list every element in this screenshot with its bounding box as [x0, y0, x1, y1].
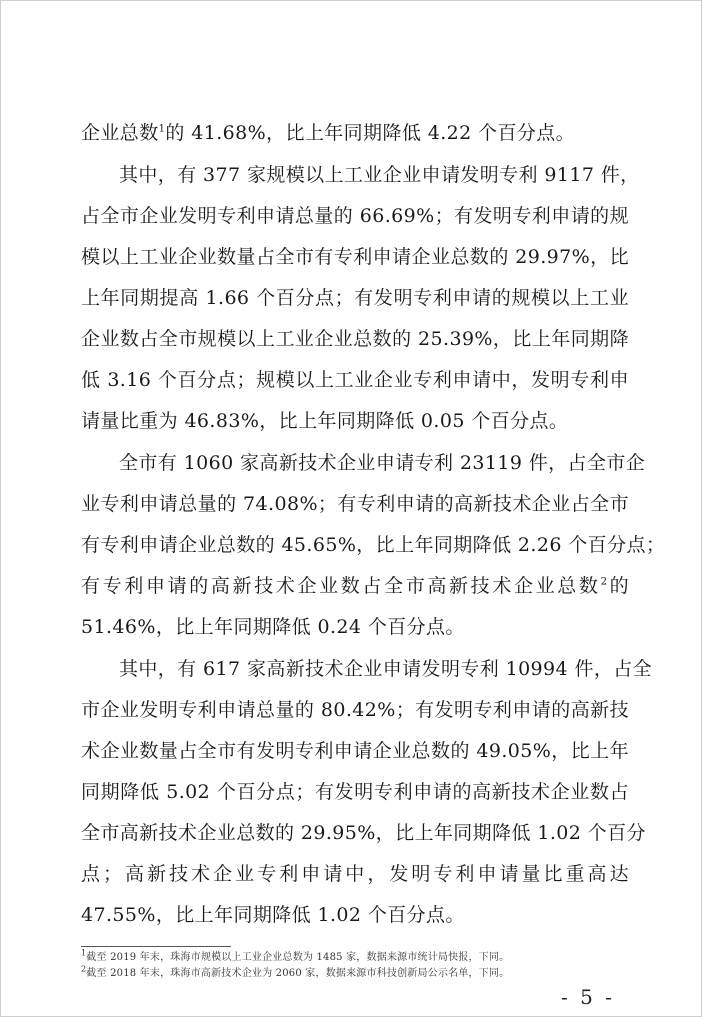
text-line: 企业数占全市规模以上工业企业总数的 25.39%，比上年同期降: [81, 328, 629, 350]
text-line: 模以上工业企业数量占全市有专利申请企业总数的 29.97%，比: [81, 246, 629, 268]
text-line: 51.46%，比上年同期降低 0.24 个百分点。: [81, 616, 465, 638]
footnote-1: $^1$截至 2019 年末，珠海市规模以上工业企业总数为 1485 家，数据来源市统计局快报，下同。: [81, 948, 510, 963]
footnote-2: $^2$截至 2018 年末，珠海市高新技术企业为 2060 家，数据来源市科技创新局公示名单，下同。: [81, 964, 510, 979]
text-line: 业专利申请总量的 74.08%；有专利申请的高新技术企业占全市: [81, 493, 629, 515]
footnote-separator: [81, 946, 231, 947]
text-line: 企业总数$^1$的 41.68%，比上年同期降低 4.22 个百分点。: [81, 122, 576, 144]
text-line: 占全市企业发明专利申请总量的 66.69%；有发明专利申请的规: [81, 205, 629, 227]
text-line: 全市有 1060 家高新技术企业申请专利 23119 件，占全市企: [119, 452, 646, 474]
text-line: 低 3.16 个百分点；规模以上工业企业专利申请中，发明专利申: [81, 369, 629, 391]
text-line: 市企业发明专利申请总量的 80.42%；有发明专利申请的高新技: [81, 699, 629, 721]
text-line: 同期降低 5.02 个百分点；有发明专利申请的高新技术企业数占: [81, 781, 629, 803]
text-line: 全市高新技术企业总数的 29.95%，比上年同期降低 1.02 个百分: [81, 822, 646, 844]
text-line: 47.55%，比上年同期降低 1.02 个百分点。: [81, 904, 465, 926]
page-number: - 5 -: [561, 985, 615, 1009]
footnote-ref-2: 2: [600, 576, 608, 588]
text-line: 术企业数量占全市有发明专利申请企业总数的 49.05%，比上年: [81, 740, 629, 762]
text-line: 上年同期提高 1.66 个百分点；有发明专利申请的规模以上工业: [81, 287, 629, 309]
text-line: 有专利申请的高新技术企业数占全市高新技术企业总数$^2$的: [81, 575, 629, 597]
footnote-ref-1: 1: [158, 123, 166, 135]
text-line: 请量比重为 46.83%，比上年同期降低 0.05 个百分点。: [81, 410, 569, 432]
text-line: 有专利申请企业总数的 45.65%，比上年同期降低 2.26 个百分点；: [81, 534, 666, 556]
text-line: 其中，有 617 家高新技术企业申请发明专利 10994 件，占全: [119, 658, 653, 680]
text-line: 点；高新技术企业专利申请中，发明专利申请量比重高达: [81, 863, 629, 885]
text-line: 其中，有 377 家规模以上工业企业申请发明专利 9117 件，: [119, 164, 640, 186]
